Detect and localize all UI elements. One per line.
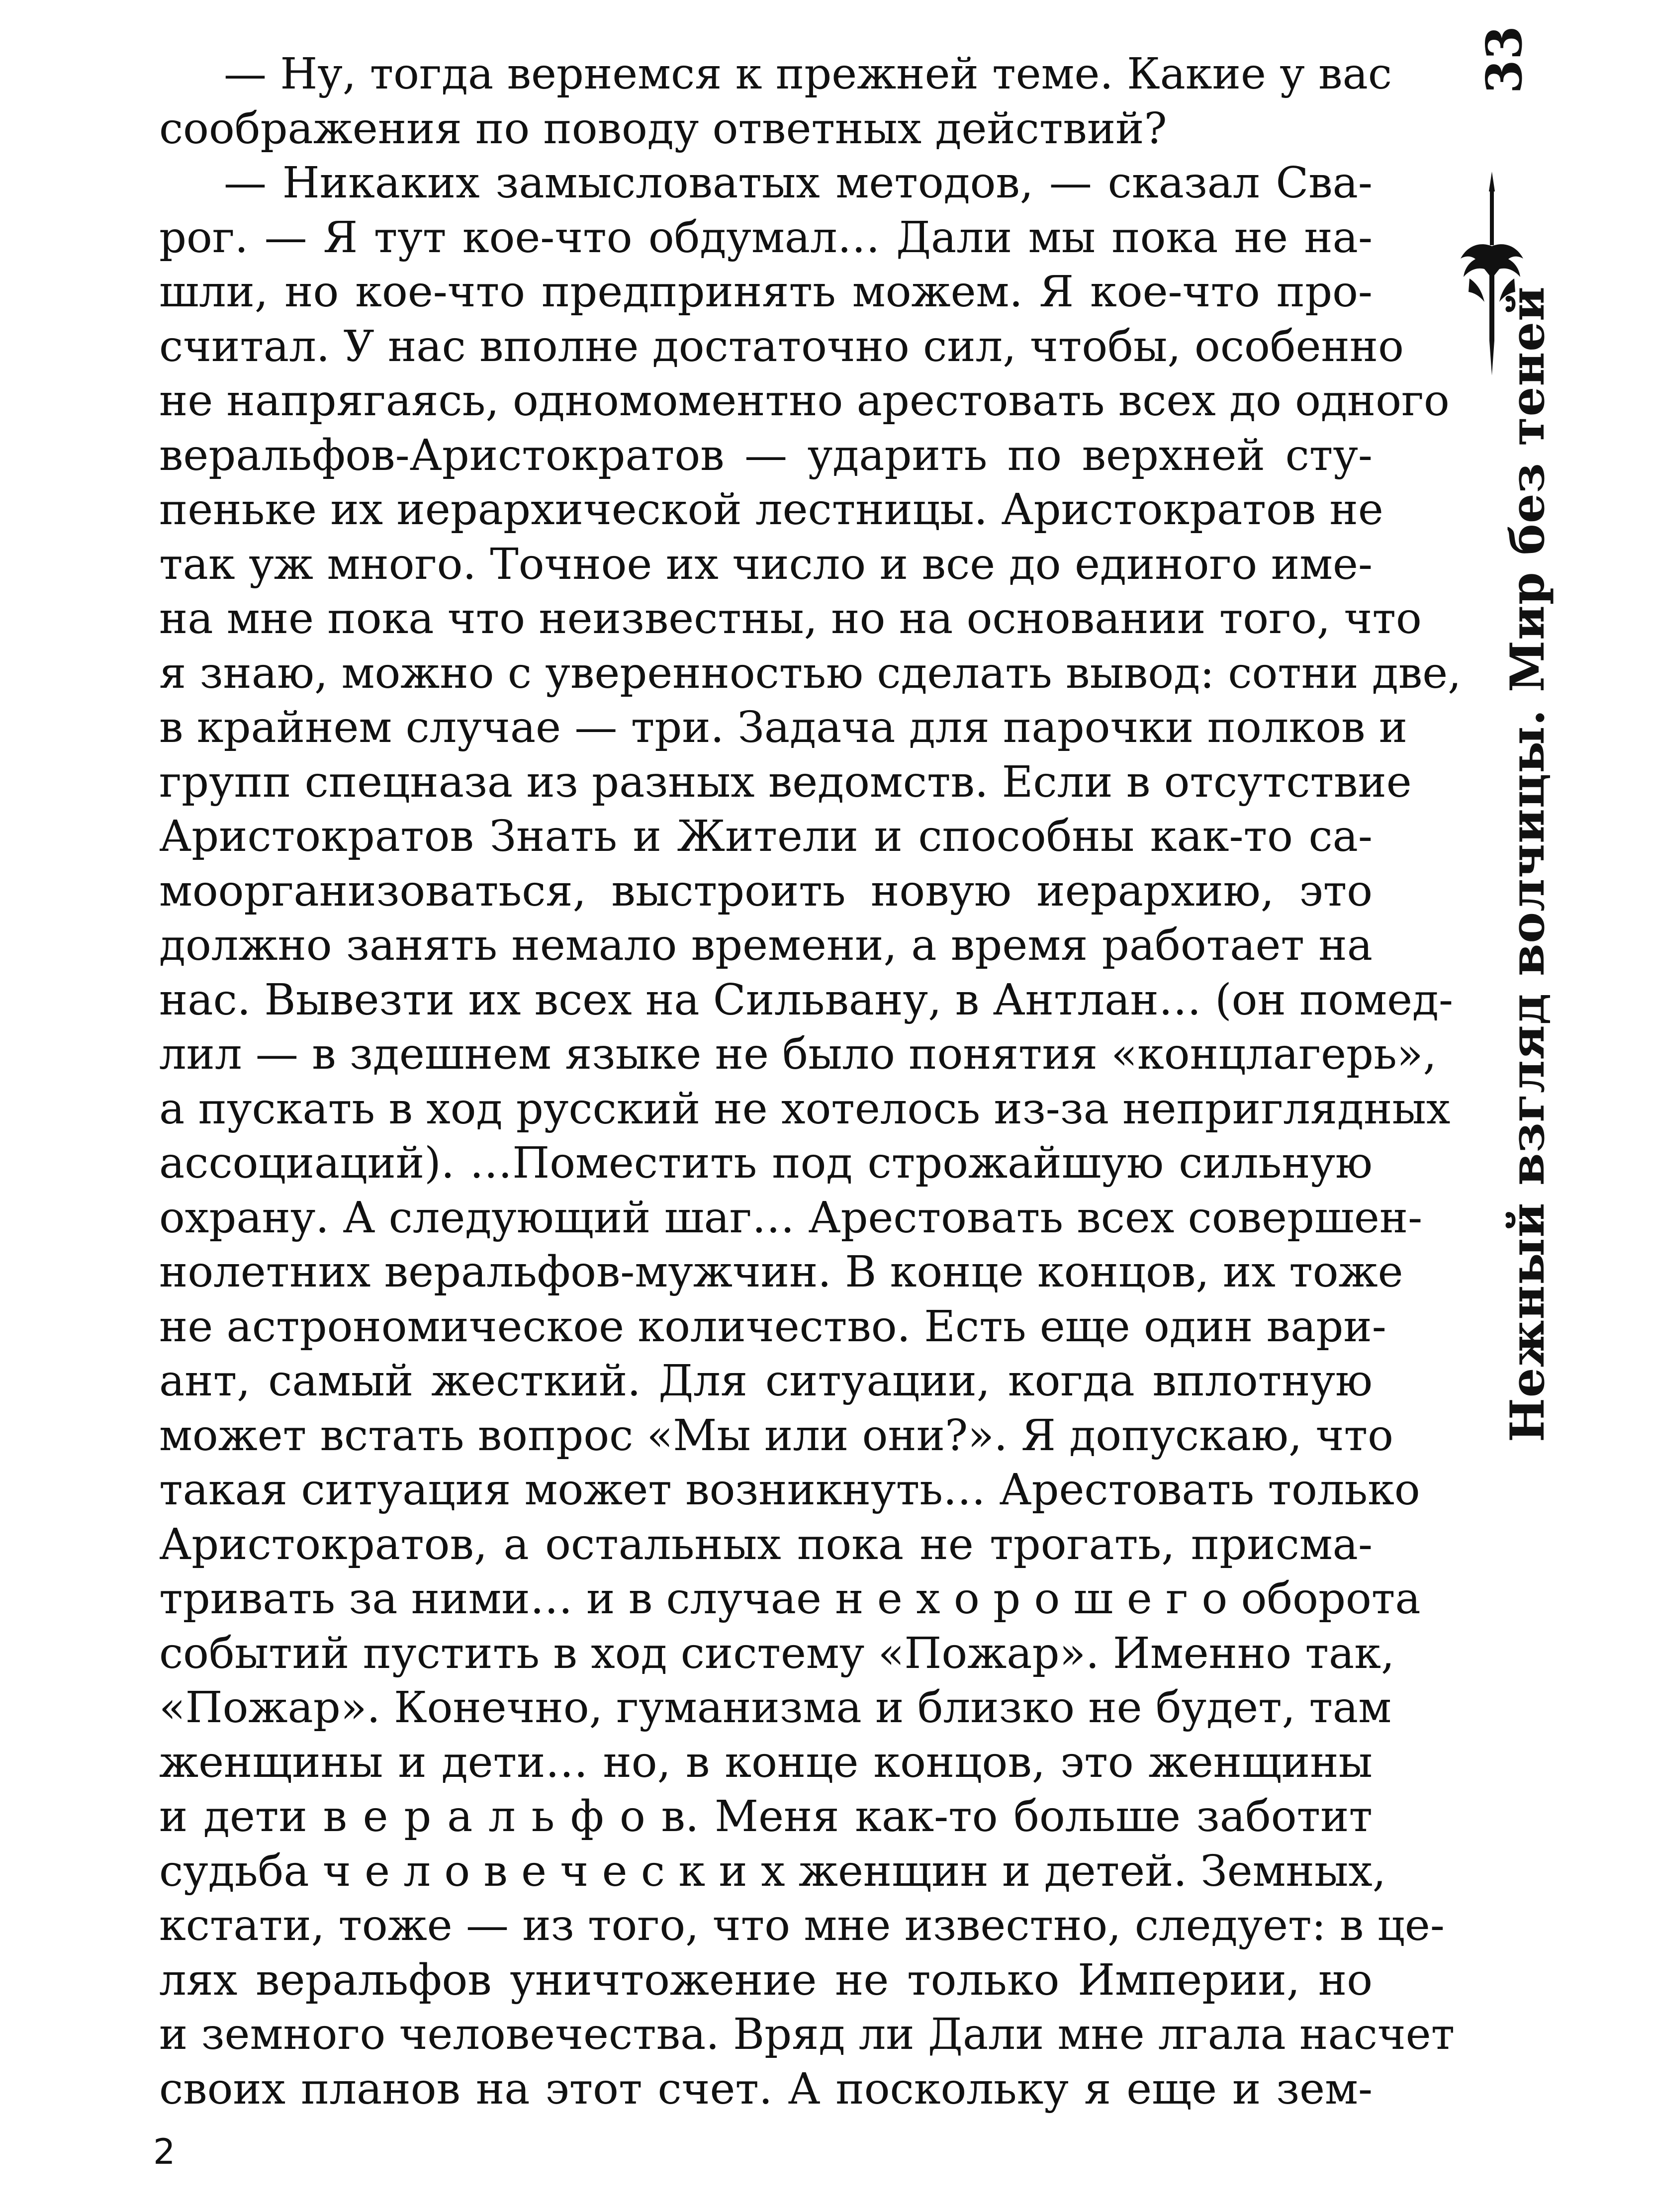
text-line: шли, но кое-что предпринять можем. Я кое-что про-	[159, 267, 1373, 317]
text-line: кстати, тоже — из того, что мне известно, следует: в це-	[159, 1901, 1445, 1950]
text-line: нас. Вывезти их всех на Сильвану, в Антлан… (он помед-	[159, 975, 1454, 1025]
text-line: пеньке их иерархической лестницы. Аристократов не	[159, 485, 1383, 535]
text-line: нолетних веральфов-мужчин. В конце концов, их тоже	[159, 1247, 1403, 1297]
text-line: в крайнем случае — три. Задача для парочки полков и	[159, 703, 1408, 752]
text-line: — Никаких замысловатых методов, — сказал Сва-	[224, 158, 1373, 208]
text-line: ант, самый жесткий. Для ситуации, когда вплотную	[159, 1356, 1373, 1406]
text-line: на мне пока что неизвестны, но на основании того, что	[159, 594, 1422, 644]
text-line: «Пожар». Конечно, гуманизма и близко не будет, там	[159, 1683, 1392, 1733]
text-line: групп спецназа из разных ведомств. Если в отсутствие	[159, 757, 1412, 807]
text-line: женщины и дети… но, в конце концов, это женщины	[159, 1737, 1373, 1787]
text-line: считал. У нас вполне достаточно сил, чтобы, особенно	[159, 321, 1404, 371]
text-line: и земного человечества. Вряд ли Дали мне лгала насчет	[159, 2010, 1455, 2059]
body-text	[159, 47, 1462, 2117]
text-line: судьба ч е л о в е ч е с к и х женщин и детей. Земных,	[159, 1846, 1386, 1896]
text-line: ассоциаций). …Поместить под строжайшую сильную	[159, 1138, 1373, 1188]
text-line: веральфов-Аристократов — ударить по верхней сту-	[159, 430, 1373, 480]
text-line: моорганизоваться, выстроить новую иерархию, это	[159, 866, 1373, 916]
text-line: не напрягаясь, одномоментно арестовать всех до одного	[159, 376, 1450, 426]
text-line: и дети в е р а л ь ф о в. Меня как-то больше заботит	[159, 1792, 1373, 1842]
text-line: не астрономическое количество. Есть еще один вари-	[159, 1301, 1386, 1352]
text-line: рог. — Я тут кое-что обдумал… Дали мы пока не на-	[159, 212, 1373, 263]
text-line: может встать вопрос «Мы или они?». Я допускаю, что	[159, 1410, 1393, 1461]
text-line: своих планов на этот счет. А поскольку я еще и зем-	[159, 2064, 1373, 2114]
text-line: лях веральфов уничтожение не только Империи, но	[159, 1955, 1373, 2005]
text-line: соображения по поводу ответных действий?	[159, 103, 1167, 154]
text-line: лил — в здешнем языке не было понятия «концлагерь»,	[159, 1029, 1437, 1079]
text-line: должно занять немало времени, а время работает на	[159, 921, 1373, 970]
text-line: — Ну, тогда вернемся к прежней теме. Какие у вас	[224, 49, 1392, 99]
text-line: такая ситуация может возникнуть… Арестовать только	[159, 1465, 1420, 1515]
footer-mark: 2	[153, 2131, 176, 2172]
text-line: Аристократов, а остальных пока не трогать, присма-	[159, 1519, 1373, 1569]
running-title: Нежный взгляд волчицы. Мир без теней	[1500, 286, 1555, 1442]
text-line: так уж много. Точное их число и все до единого име-	[159, 539, 1373, 589]
page-number: 33	[1475, 25, 1533, 94]
running-header	[1402, 0, 1566, 1492]
text-line: Аристократов Знать и Жители и способны как-то са-	[159, 812, 1373, 861]
text-line: я знаю, можно с уверенностью сделать вывод: сотни две,	[159, 648, 1462, 698]
text-line: охрану. А следующий шаг… Арестовать всех совершен-	[159, 1193, 1423, 1243]
text-line: а пускать в ход русский не хотелось из-за неприглядных	[159, 1084, 1451, 1134]
text-line: тривать за ними… и в случае н е х о р о ш е г о оборота	[159, 1574, 1421, 1624]
text-line: событий пустить в ход систему «Пожар». Именно так,	[159, 1628, 1395, 1678]
